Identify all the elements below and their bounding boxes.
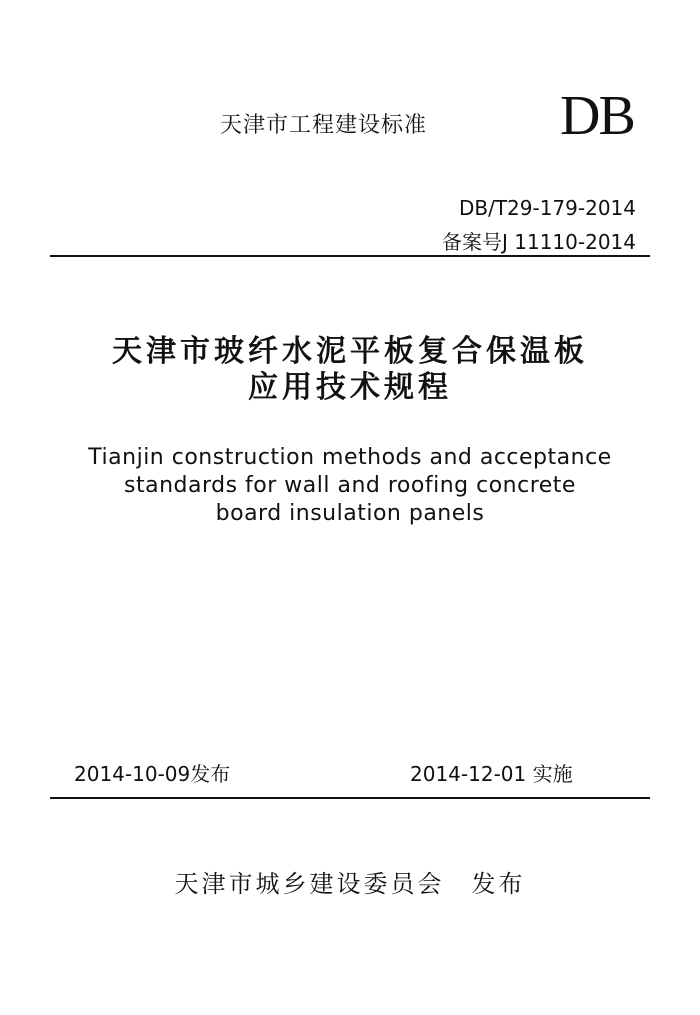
db-logo: DB: [560, 85, 634, 147]
english-title: [0, 444, 700, 528]
chinese-title-line-1: 天津市玻纤水泥平板复合保温板: [112, 334, 588, 369]
implementation-date: 2014-12-01 实施: [410, 762, 573, 786]
english-title-line-2: standards for wall and roofing concrete: [124, 473, 576, 498]
english-title-line-1: Tianjin construction methods and acceptance: [88, 445, 612, 470]
publisher: 天津市城乡建设委员会 发布: [174, 870, 526, 898]
chinese-title-line-2: 应用技术规程: [248, 370, 452, 405]
english-title-line-3: board insulation panels: [215, 501, 485, 526]
standard-series-title: 天津市工程建设标准: [220, 113, 428, 138]
standard-code: DB/T29-179-2014: [458, 196, 636, 220]
record-number: 备案号J 11110-2014: [442, 230, 636, 254]
bottom-divider: [50, 797, 650, 799]
issue-date: 2014-10-09发布: [74, 762, 231, 786]
top-divider: [50, 255, 650, 257]
chinese-title: [0, 334, 700, 406]
